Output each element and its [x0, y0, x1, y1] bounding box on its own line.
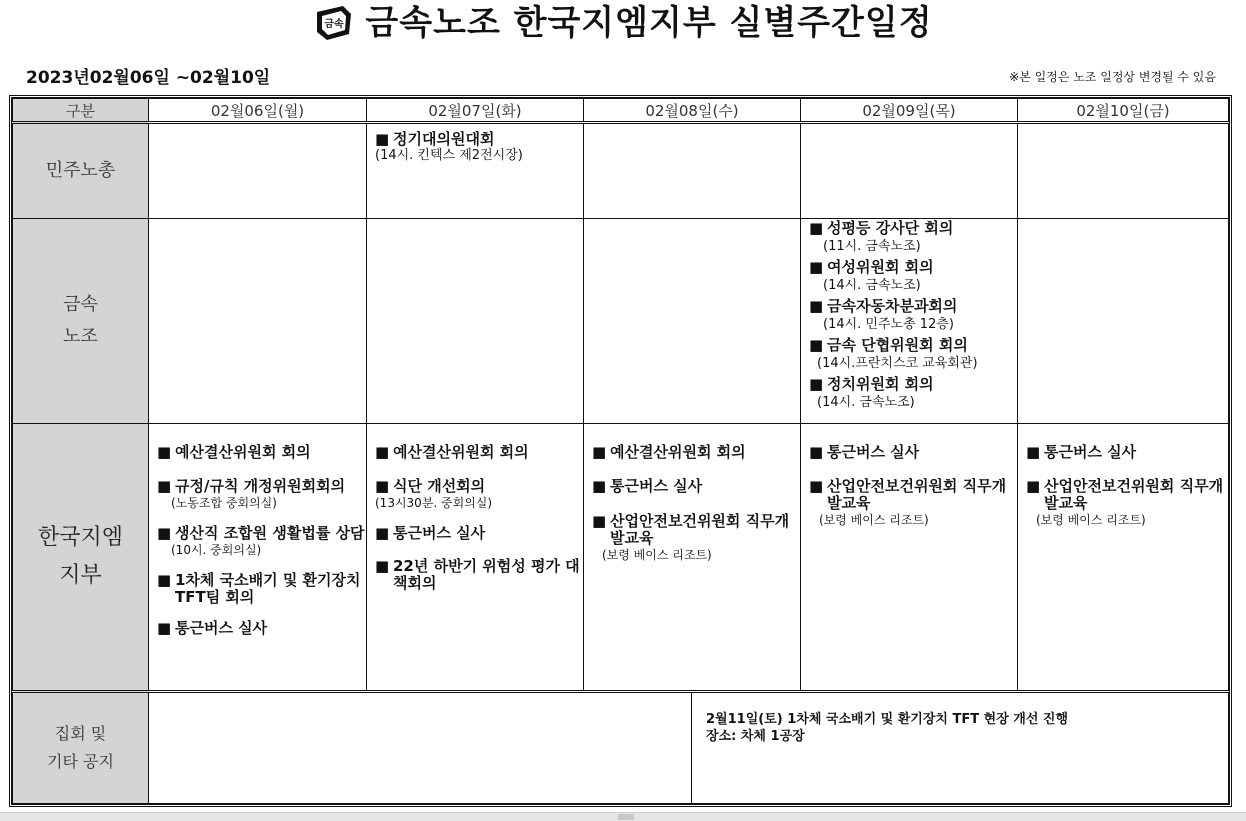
- schedule-item: ■ 예산결산위원회 회의: [375, 444, 583, 461]
- schedule-item: ■ 산업안전보건위원회 직무개발교육 (보령 베이스 리조트): [1026, 478, 1228, 528]
- horizontal-scrollbar[interactable]: [0, 812, 1246, 821]
- scrollbar-thumb[interactable]: [618, 814, 634, 820]
- date-range: 2023년02월06일 ~02월10일: [26, 68, 271, 88]
- row-label-notice: 집회 및 기타 공지: [13, 692, 149, 804]
- header-day-thu: 02월09일(목): [801, 99, 1018, 123]
- cell-geumsok-thu: [801, 219, 1018, 424]
- cell-geumsok-mon: [149, 219, 367, 424]
- notice-line-2: 장소: 차체 1공장: [706, 729, 805, 744]
- schedule-item: ■ 규정/규칙 개정위원회회의 (노동조합 중회의실): [157, 478, 366, 511]
- schedule-item: ■ 예산결산위원회 회의: [592, 444, 800, 461]
- header-category: 구분: [13, 99, 149, 123]
- schedule-item: ■ 여성위원회 회의 (14시. 금속노조): [809, 258, 1017, 295]
- schedule-item: ■ 금속자동차분과회의 (14시. 민주노총 12층): [809, 297, 1017, 334]
- row-label-gm: 한국지엠 지부: [13, 424, 149, 692]
- cell-geumsok-wed: [584, 219, 801, 424]
- schedule-item: ■ 예산결산위원회 회의: [157, 444, 366, 461]
- schedule-item: ■ 생산직 조합원 생활법률 상담 (10시. 중회의실): [157, 525, 366, 558]
- header-day-fri: 02월10일(금): [1018, 99, 1229, 123]
- schedule-item: ■ 정치위원회 회의 (14시. 금속노조): [809, 375, 1017, 412]
- schedule-item: ■ 1차체 국소배기 및 환기장치 TFT팀 회의: [157, 572, 366, 606]
- page-title: 금속노조 한국지엠지부 실별주간일정: [365, 3, 933, 43]
- cell-gm-thu: [801, 424, 1018, 692]
- schedule-item: ■ 통근버스 실사: [809, 444, 1017, 461]
- schedule-item: ■ 산업안전보건위원회 직무개발교육 (보령 베이스 리조트): [592, 513, 800, 563]
- cell-minju-thu: [801, 123, 1018, 219]
- cell-gm-mon: [149, 424, 367, 692]
- schedule-item: ■ 통근버스 실사: [592, 478, 800, 495]
- schedule-change-note: ※본 일정은 노조 일정상 변경될 수 있음: [1009, 70, 1216, 84]
- cell-gm-tue: [367, 424, 584, 692]
- cell-gm-fri: [1018, 424, 1229, 692]
- document-title-bar: [0, 0, 1246, 46]
- notice-line-1: 2월11일(토) 1차체 국소배기 및 환기장치 TFT 현장 개선 진행: [706, 712, 1069, 727]
- weekly-schedule-table: [9, 95, 1232, 807]
- cell-geumsok-fri: [1018, 219, 1229, 424]
- header-day-tue: 02월07일(화): [367, 99, 584, 123]
- row-notice: [13, 692, 1229, 804]
- cell-minju-fri: [1018, 123, 1229, 219]
- cell-gm-wed: [584, 424, 801, 692]
- header-day-wed: 02월08일(수): [584, 99, 801, 123]
- row-label-geumsok: 금속 노조: [13, 219, 149, 424]
- schedule-item: ■ 산업안전보건위원회 직무개발교육 (보령 베이스 리조트): [809, 478, 1017, 528]
- header-row: [13, 99, 1229, 123]
- schedule-item: ■ 성평등 강사단 회의 (11시. 금속노조): [809, 219, 1017, 256]
- schedule-item: ■ 통근버스 실사: [375, 525, 583, 542]
- cell-minju-mon: [149, 123, 367, 219]
- notice-content: [692, 693, 1068, 803]
- union-logo-icon: [313, 4, 355, 42]
- schedule-item: ■ 금속 단협위원회 회의 (14시.프란치스코 교육회관): [809, 336, 1017, 373]
- svg-text:금속: 금속: [324, 19, 345, 30]
- row-label-minju: 민주노총: [13, 123, 149, 219]
- header-day-mon: 02월06일(월): [149, 99, 367, 123]
- schedule-item: ■ 통근버스 실사: [157, 620, 366, 637]
- cell-minju-wed: [584, 123, 801, 219]
- row-gm: [13, 424, 1229, 692]
- row-geumsok: [13, 219, 1229, 424]
- schedule-item: ■ 식단 개선회의 (13시30분. 중회의실): [375, 478, 583, 511]
- cell-minju-tue: [367, 123, 584, 219]
- schedule-item: ■ 22년 하반기 위험성 평가 대책회의: [375, 558, 583, 592]
- schedule-item: ■ 정기대의원대회 (14시. 킨텍스 제2전시장): [375, 131, 583, 164]
- row-minju: [13, 123, 1229, 219]
- schedule-item: ■ 통근버스 실사: [1026, 444, 1228, 461]
- cell-geumsok-tue: [367, 219, 584, 424]
- notice-area: [149, 692, 1229, 804]
- notice-left-blank: [149, 693, 692, 803]
